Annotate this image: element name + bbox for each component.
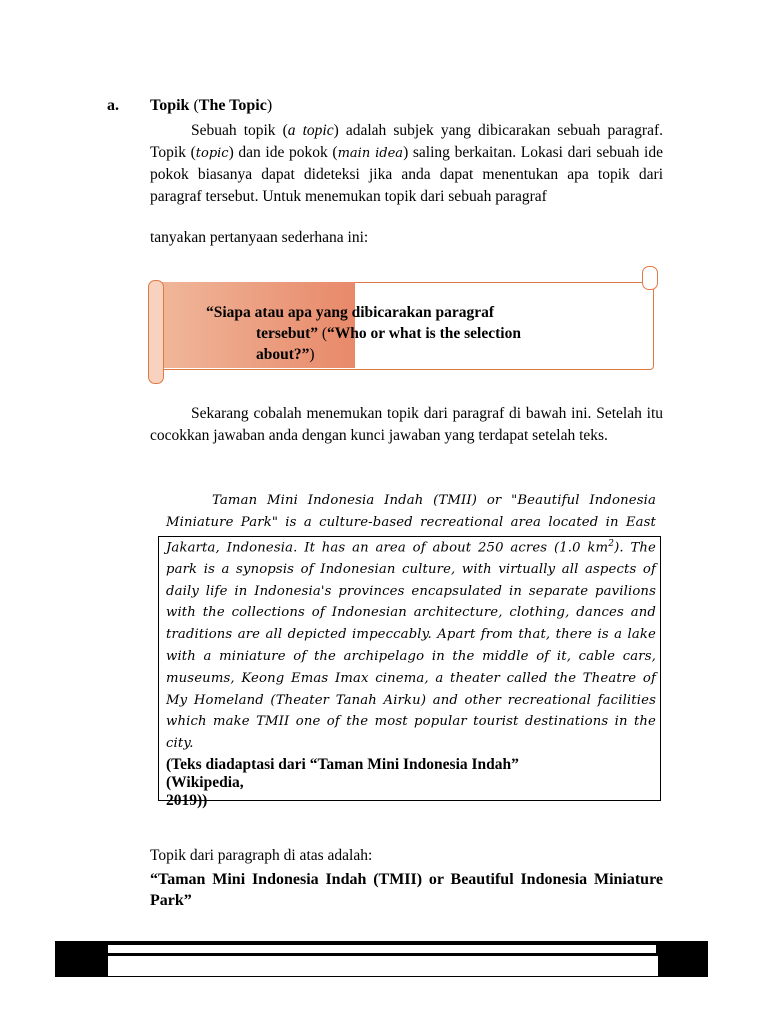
footer-inner-top xyxy=(107,944,657,954)
answer-text: “Taman Mini Indonesia Indah (TMII) or Beautiful Indonesia Miniature Park” xyxy=(150,871,663,909)
intro-paragraph xyxy=(150,120,663,207)
source-line-1: (Teks diadaptasi dari “Taman Mini Indonesia Indah” xyxy=(166,756,519,773)
callout-line-2b: ( xyxy=(318,325,328,342)
title-paren-open: ( xyxy=(189,97,199,114)
callout-line-3: about?” xyxy=(256,346,310,363)
example-passage xyxy=(166,490,656,755)
intro-text-3: ) dan ide pokok ( xyxy=(228,143,338,161)
instruction-text: Sekarang cobalah menemukan topik dari paragraf di bawah ini. Setelah itu cocokkan jawaban anda dengan kunci jawaban yang terdapat setelah teks. xyxy=(150,405,663,444)
title-part-the-topic: The Topic xyxy=(198,97,267,114)
intro-italic-a-topic: a topic xyxy=(287,122,334,139)
callout-line-1: “Siapa atau apa yang dibicarakan paragraf xyxy=(206,304,495,321)
intro-text-4: ) saling berkaitan. Lokasi dari sebuah ide pokok biasanya dapat dideteksi jika anda dapat menentukan apa topik dari paragraf tersebut. Untuk menemukan topik dari sebuah paragraf xyxy=(150,143,663,205)
instruction-paragraph xyxy=(150,403,663,446)
example-text-b: ). The park is a synopsis of Indonesian culture, with virtually all aspects of daily life in Indonesia's provinces encapsulated in separate pavilions with the collections of Indonesian architecture, clothing, dances and traditions are all depicted impeccably. Apart from that, there is a lake with a miniature of the archipelago in the middle of it, cable cars, museums, Keong Emas Imax cinema, a theater called the Theatre of My Homeland (Theater Tanah Airku) and other recreational facilities which make TMII one of the most popular tourist destinations in the city. xyxy=(166,539,656,752)
source-line-3: 2019)) xyxy=(166,792,208,809)
answer-label: Topik dari paragraph di atas adalah: xyxy=(150,847,373,864)
scroll-left-roll xyxy=(148,280,164,384)
intro-italic-main-idea: main idea xyxy=(337,145,404,161)
callout-line-2c: “Who or what is the selection xyxy=(327,325,521,342)
callout-line-2a: tersebut” xyxy=(256,325,318,342)
footer-inner-bottom xyxy=(107,955,659,977)
callout-question xyxy=(206,302,576,365)
section-letter: a. xyxy=(107,97,119,114)
title-part-topik: Topik xyxy=(150,97,190,114)
intro-text-1: Sebuah topik ( xyxy=(191,122,288,139)
example-text-a: Taman Mini Indonesia Indah (TMII) or "Beautiful Indonesia Miniature Park" is a culture-based recreational area located in East Jakarta, Indonesia. It has an area of about 250 acres (1.0 km xyxy=(166,493,656,555)
intro-text-2: ) adalah subjek yang dibicarakan sebuah paragraf. Topik ( xyxy=(150,122,663,161)
source-line-2: (Wikipedia, xyxy=(166,774,244,791)
scroll-right-curl xyxy=(642,266,658,290)
section-title xyxy=(150,97,272,115)
title-paren-close: ) xyxy=(266,97,273,114)
callout-line-3b: ) xyxy=(309,346,315,363)
intro-italic-topic: topic xyxy=(195,145,229,161)
ask-line: tanyakan pertanyaan sederhana ini: xyxy=(150,229,369,246)
scroll-callout xyxy=(148,266,658,384)
example-source xyxy=(166,756,586,810)
example-superscript: 2 xyxy=(608,538,615,549)
